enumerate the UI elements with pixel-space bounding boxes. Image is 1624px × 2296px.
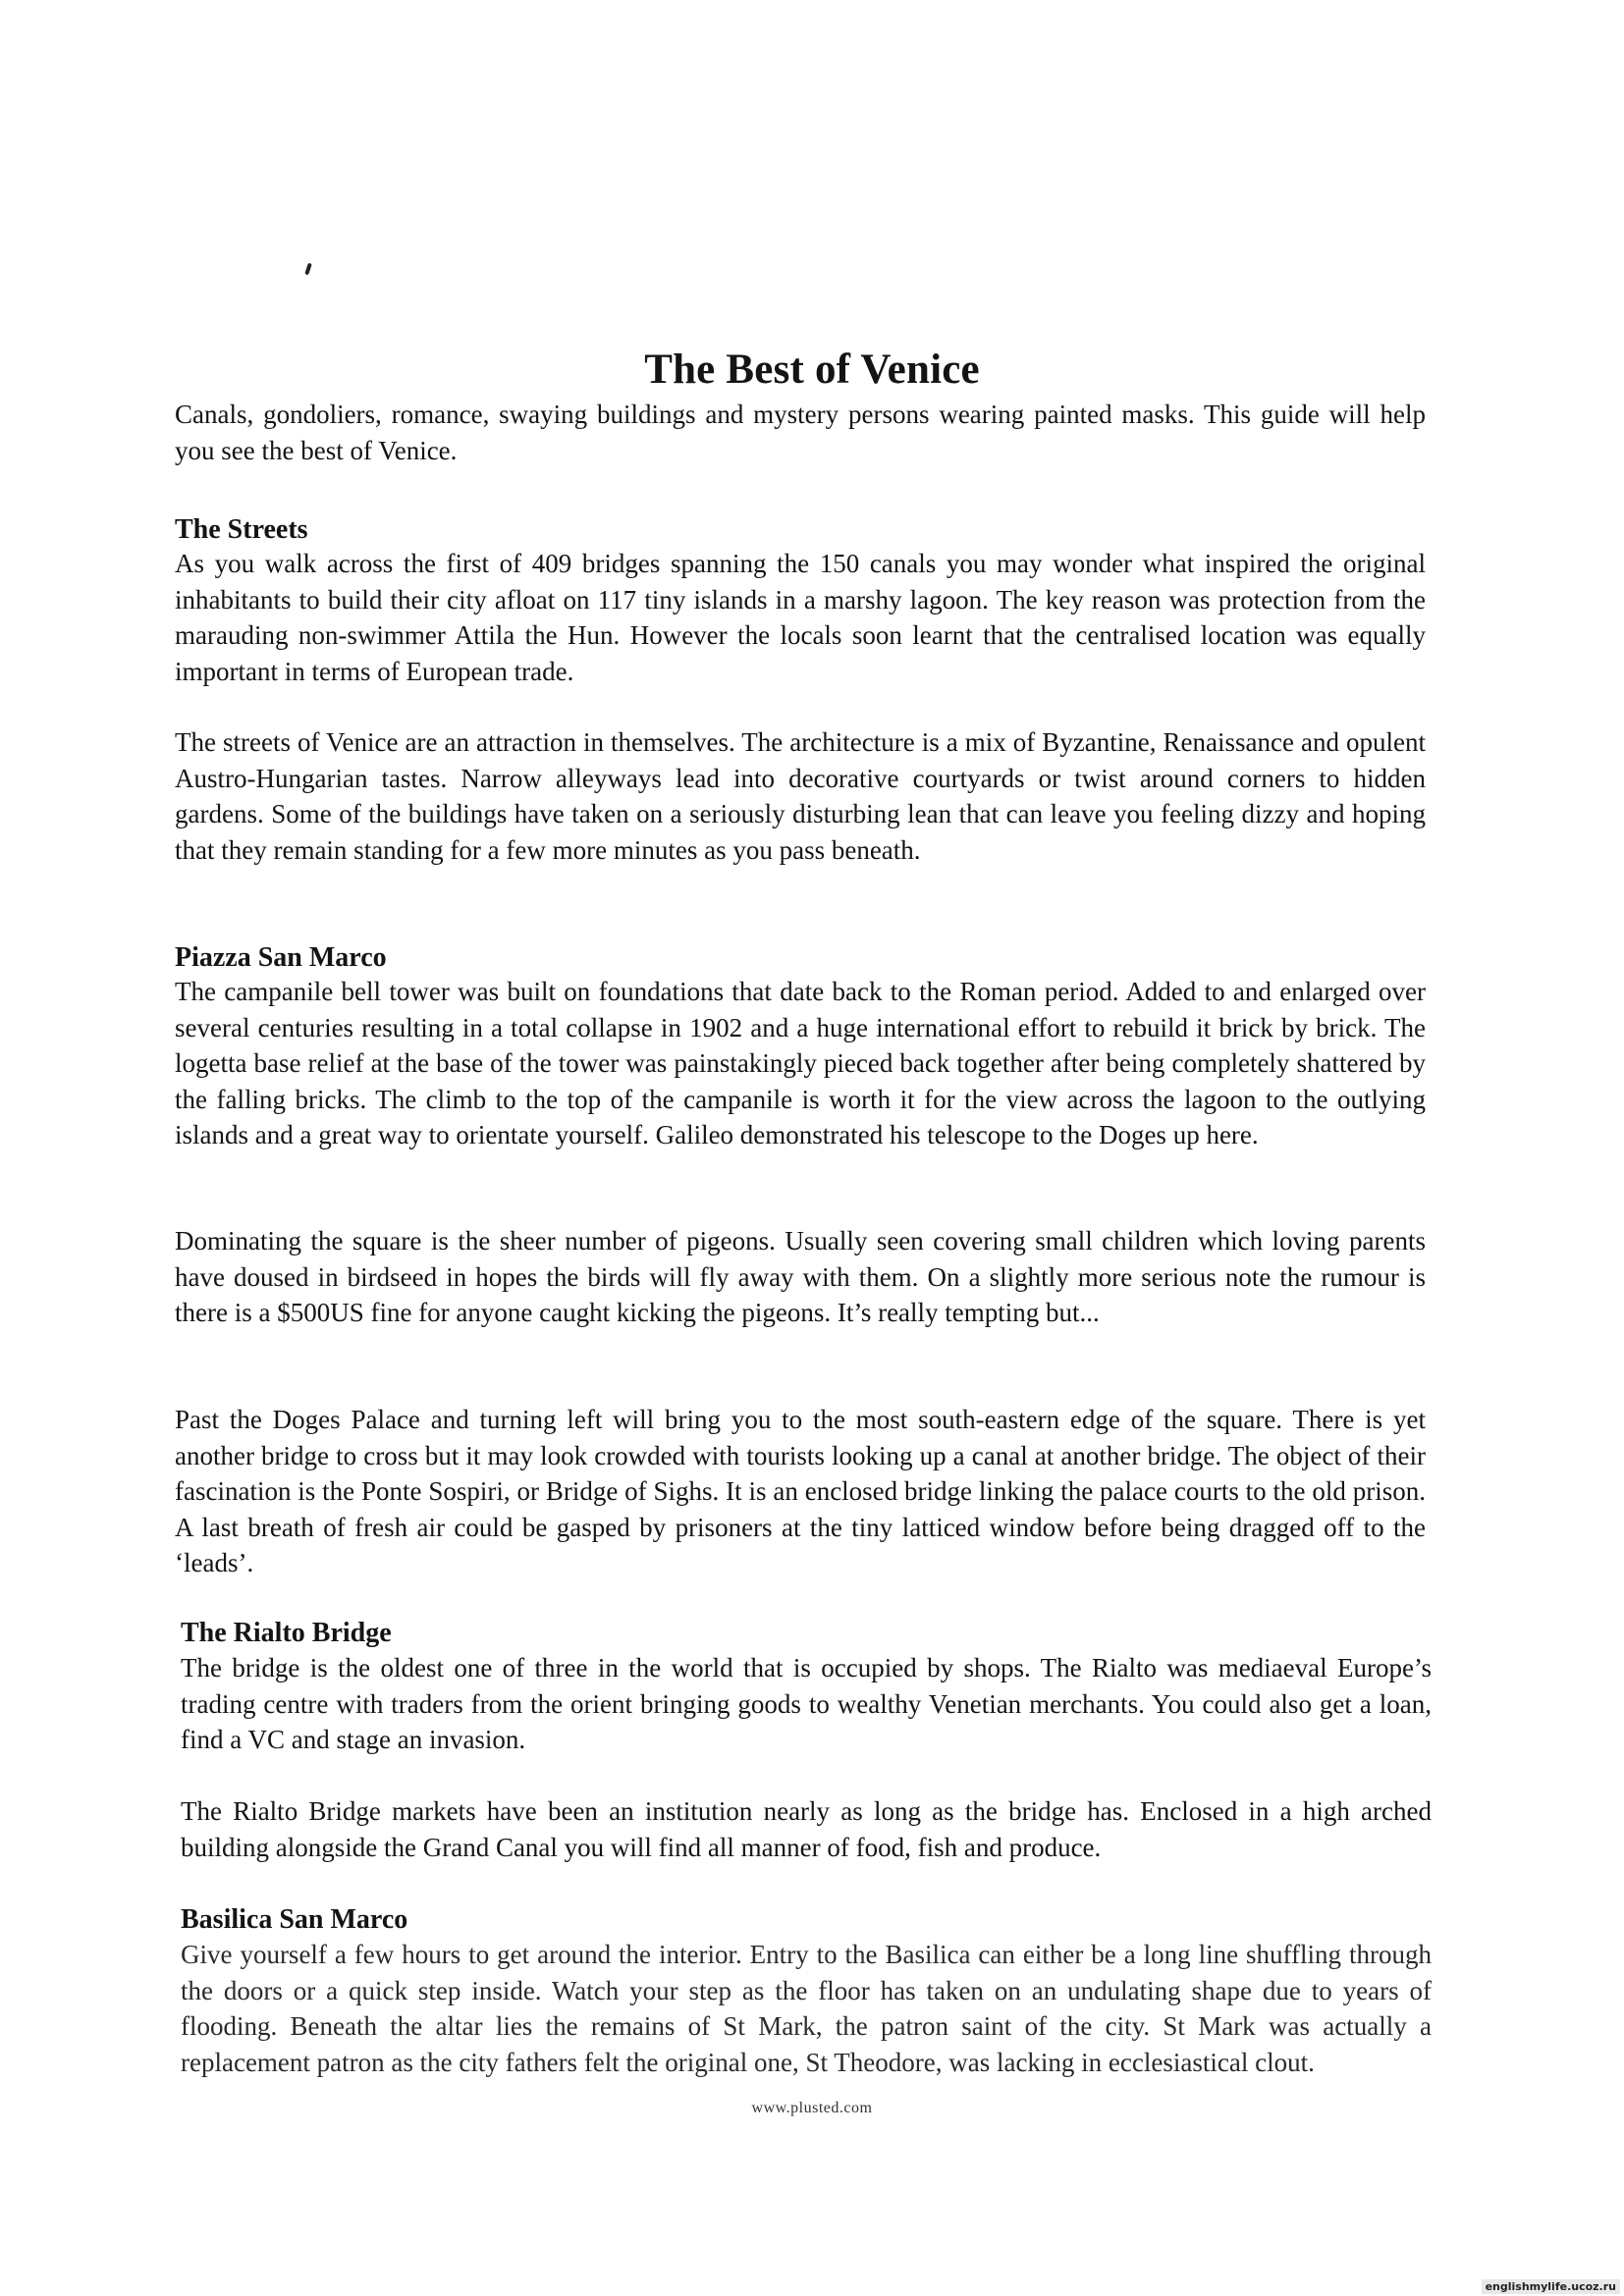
section-heading-streets: The Streets xyxy=(175,514,308,545)
section-heading-rialto-bridge: The Rialto Bridge xyxy=(181,1618,392,1648)
rialto-paragraph-2: The Rialto Bridge markets have been an institution nearly as long as the bridge has. Enclosed in a high arched building alongside the Grand Canal you will find all manner of food, fish and produce. xyxy=(181,1796,1432,1862)
footer-url: www.plusted.com xyxy=(751,2100,873,2116)
piazza-paragraph-1: The campanile bell tower was built on foundations that date back to the Roman period. Added to and enlarged over several centuries resulting in a total collapse in 1902 and a huge international effort to rebuild it brick by brick. The logetta base relief at the base of the tower was painstakingly pieced back together after being completely shattered by the falling bricks. The climb to the top of the campanile is worth it for the view across the lagoon to the outlying islands and a great way to orientate yourself. Galileo demonstrated his telescope to the Doges up here. xyxy=(175,977,1426,1149)
intro-paragraph: Canals, gondoliers, romance, swaying buildings and mystery persons wearing painted masks. This guide will help you see the best of Venice. xyxy=(175,400,1426,465)
section-heading-basilica-san-marco: Basilica San Marco xyxy=(181,1904,408,1935)
basilica-paragraph-1: Give yourself a few hours to get around the interior. Entry to the Basilica can either be a long line shuffling through the doors or a quick step inside. Watch your step as the floor has taken on an undulating shape due to years of flooding. Beneath the altar lies the remains of St Mark, the patron saint of the city. St Mark was actually a replacement patron as the city fathers felt the original one, St Theodore, was lacking in ecclesiastical clout. xyxy=(181,1940,1432,2077)
piazza-paragraph-2: Dominating the square is the sheer number of pigeons. Usually seen covering small children which loving parents have doused in birdseed in hopes the birds will fly away with them. On a slightly more serious note the rumour is there is a $500US fine for anyone caught kicking the pigeons. It’s really tempting but... xyxy=(175,1226,1426,1327)
piazza-paragraph-3: Past the Doges Palace and turning left will bring you to the most south-eastern edge of the square. There is yet another bridge to cross but it may look crowded with tourists looking up a canal at another bridge. The object of their fascination is the Ponte Sospiri, or Bridge of Sighs. It is an enclosed bridge linking the palace courts to the old prison. A last breath of fresh air could be gasped by prisoners at the tiny latticed window before being dragged off to the ‘leads’. xyxy=(175,1405,1426,1577)
streets-paragraph-2: The streets of Venice are an attraction in themselves. The architecture is a mix of Byzantine, Renaissance and opulent Austro-Hungarian tastes. Narrow alleyways lead into decorative courtyards or twist around corners to hidden gardens. Some of the buildings have taken on a seriously disturbing lean that can leave you feeling dizzy and hoping that they remain standing for a few more minutes as you pass beneath. xyxy=(175,727,1426,865)
page-title: The Best of Venice xyxy=(644,347,980,393)
streets-paragraph-1: As you walk across the first of 409 bridges spanning the 150 canals you may wonder what inspired the original inhabitants to build their city afloat on 117 tiny islands in a marshy lagoon. The key reason was protection from the marauding non-swimmer Attila the Hun. However the locals soon learnt that the centralised location was equally important in terms of European trade. xyxy=(175,549,1426,686)
rialto-paragraph-1: The bridge is the oldest one of three in the world that is occupied by shops. The Rialto was mediaeval Europe’s trading centre with traders from the orient bringing goods to wealthy Venetian merchants. You could also get a loan, find a VC and stage an invasion. xyxy=(181,1653,1432,1754)
site-stamp: englishmylife.ucoz.ru xyxy=(1482,2279,1620,2294)
section-heading-piazza-san-marco: Piazza San Marco xyxy=(175,942,387,973)
scan-speck xyxy=(304,263,312,276)
